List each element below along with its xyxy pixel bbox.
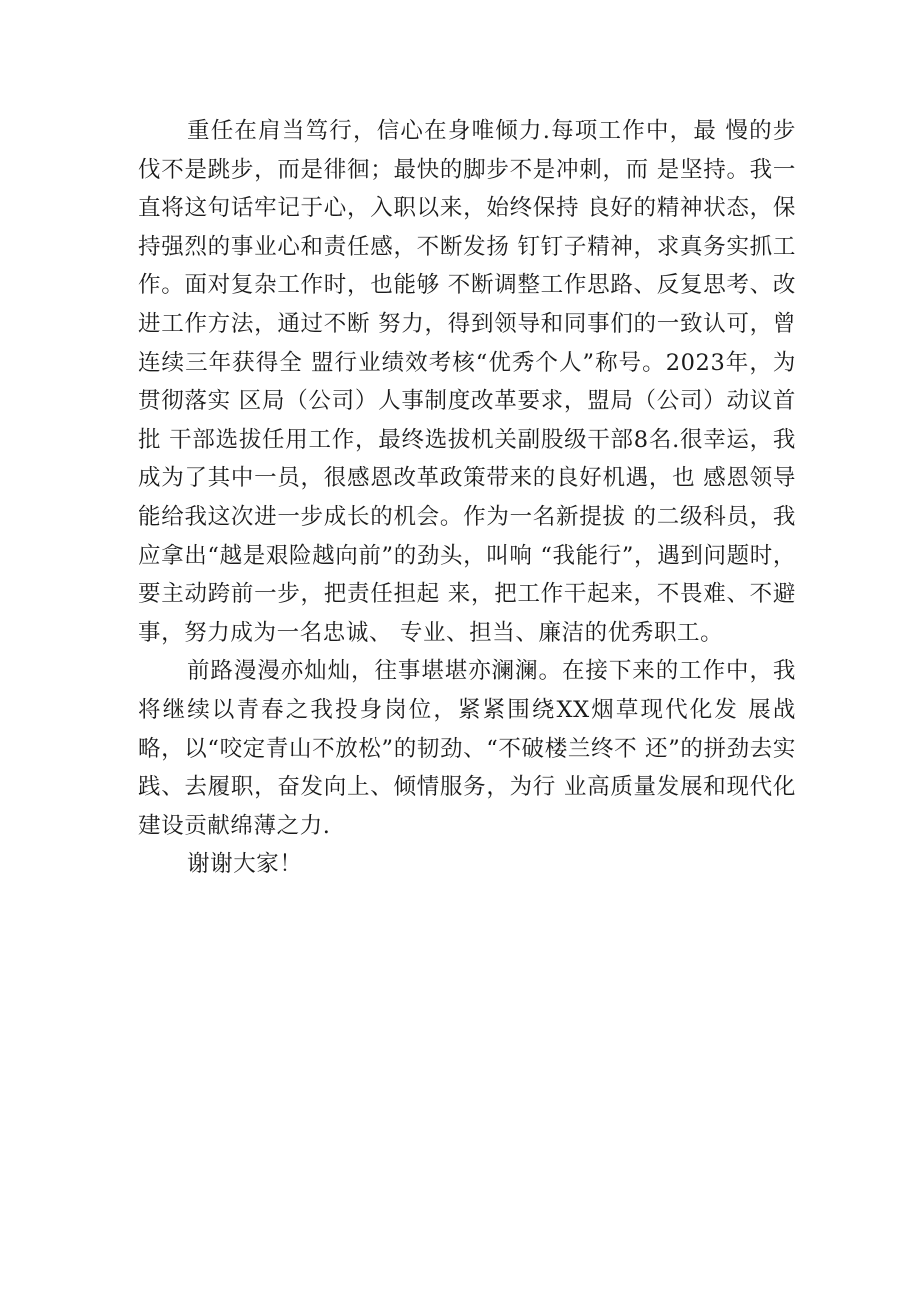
paragraph-achievements: 重任在肩当笃行，信心在身唯倾力.每项工作中，最 慢的步伐不是跳步，而是徘徊；最快的脚步不是冲刺，而 是坚持。我一直将这句话牢记于心，入职以来，始终保持 良好的精神状态，保持强烈的事业心和责任感，不断发扬 钉钉子精神，求真务实抓工作。面对复杂工作时，也能够 不断调整工作思路、反复思考、改进工作方法，通过不断 努力，得到领导和同事们的一致认可，曾连续三年获得全 盟行业绩效考核“优秀个人”称号。2023年，为贯彻落实 区局（公司）人事制度改革要求，盟局（公司）动议首批 干部选拔任用工作，最终选拔机关副股级干部8名.很幸运，我成为了其中一员，很感恩改革政策带来的良好机遇，也 感恩领导能给我这次进一步成长的机会。作为一名新提拔 的二级科员，我应拿出“越是艰险越向前”的劲头，叫响 “我能行”，遇到问题时，要主动跨前一步，把责任担起 来，把工作干起来，不畏难、不避事，努力成为一名忠诚、 专业、担当、廉洁的优秀职工。 bbox=[138, 118, 796, 646]
body-text bbox=[138, 112, 796, 884]
paragraph-outlook: 前路漫漫亦灿灿，往事堪堪亦澜澜。在接下来的工作中，我将继续以青春之我投身岗位，紧紧围绕XX烟草现代化发 展战略，以“咬定青山不放松”的韧劲、“不破楼兰终不 还”的拼劲去实践、去履职，奋发向上、倾情服务，为行 业高质量发展和现代化建设贡献绵薄之力. bbox=[138, 658, 796, 839]
paragraph-closing: 谢谢大家！ bbox=[187, 851, 303, 878]
